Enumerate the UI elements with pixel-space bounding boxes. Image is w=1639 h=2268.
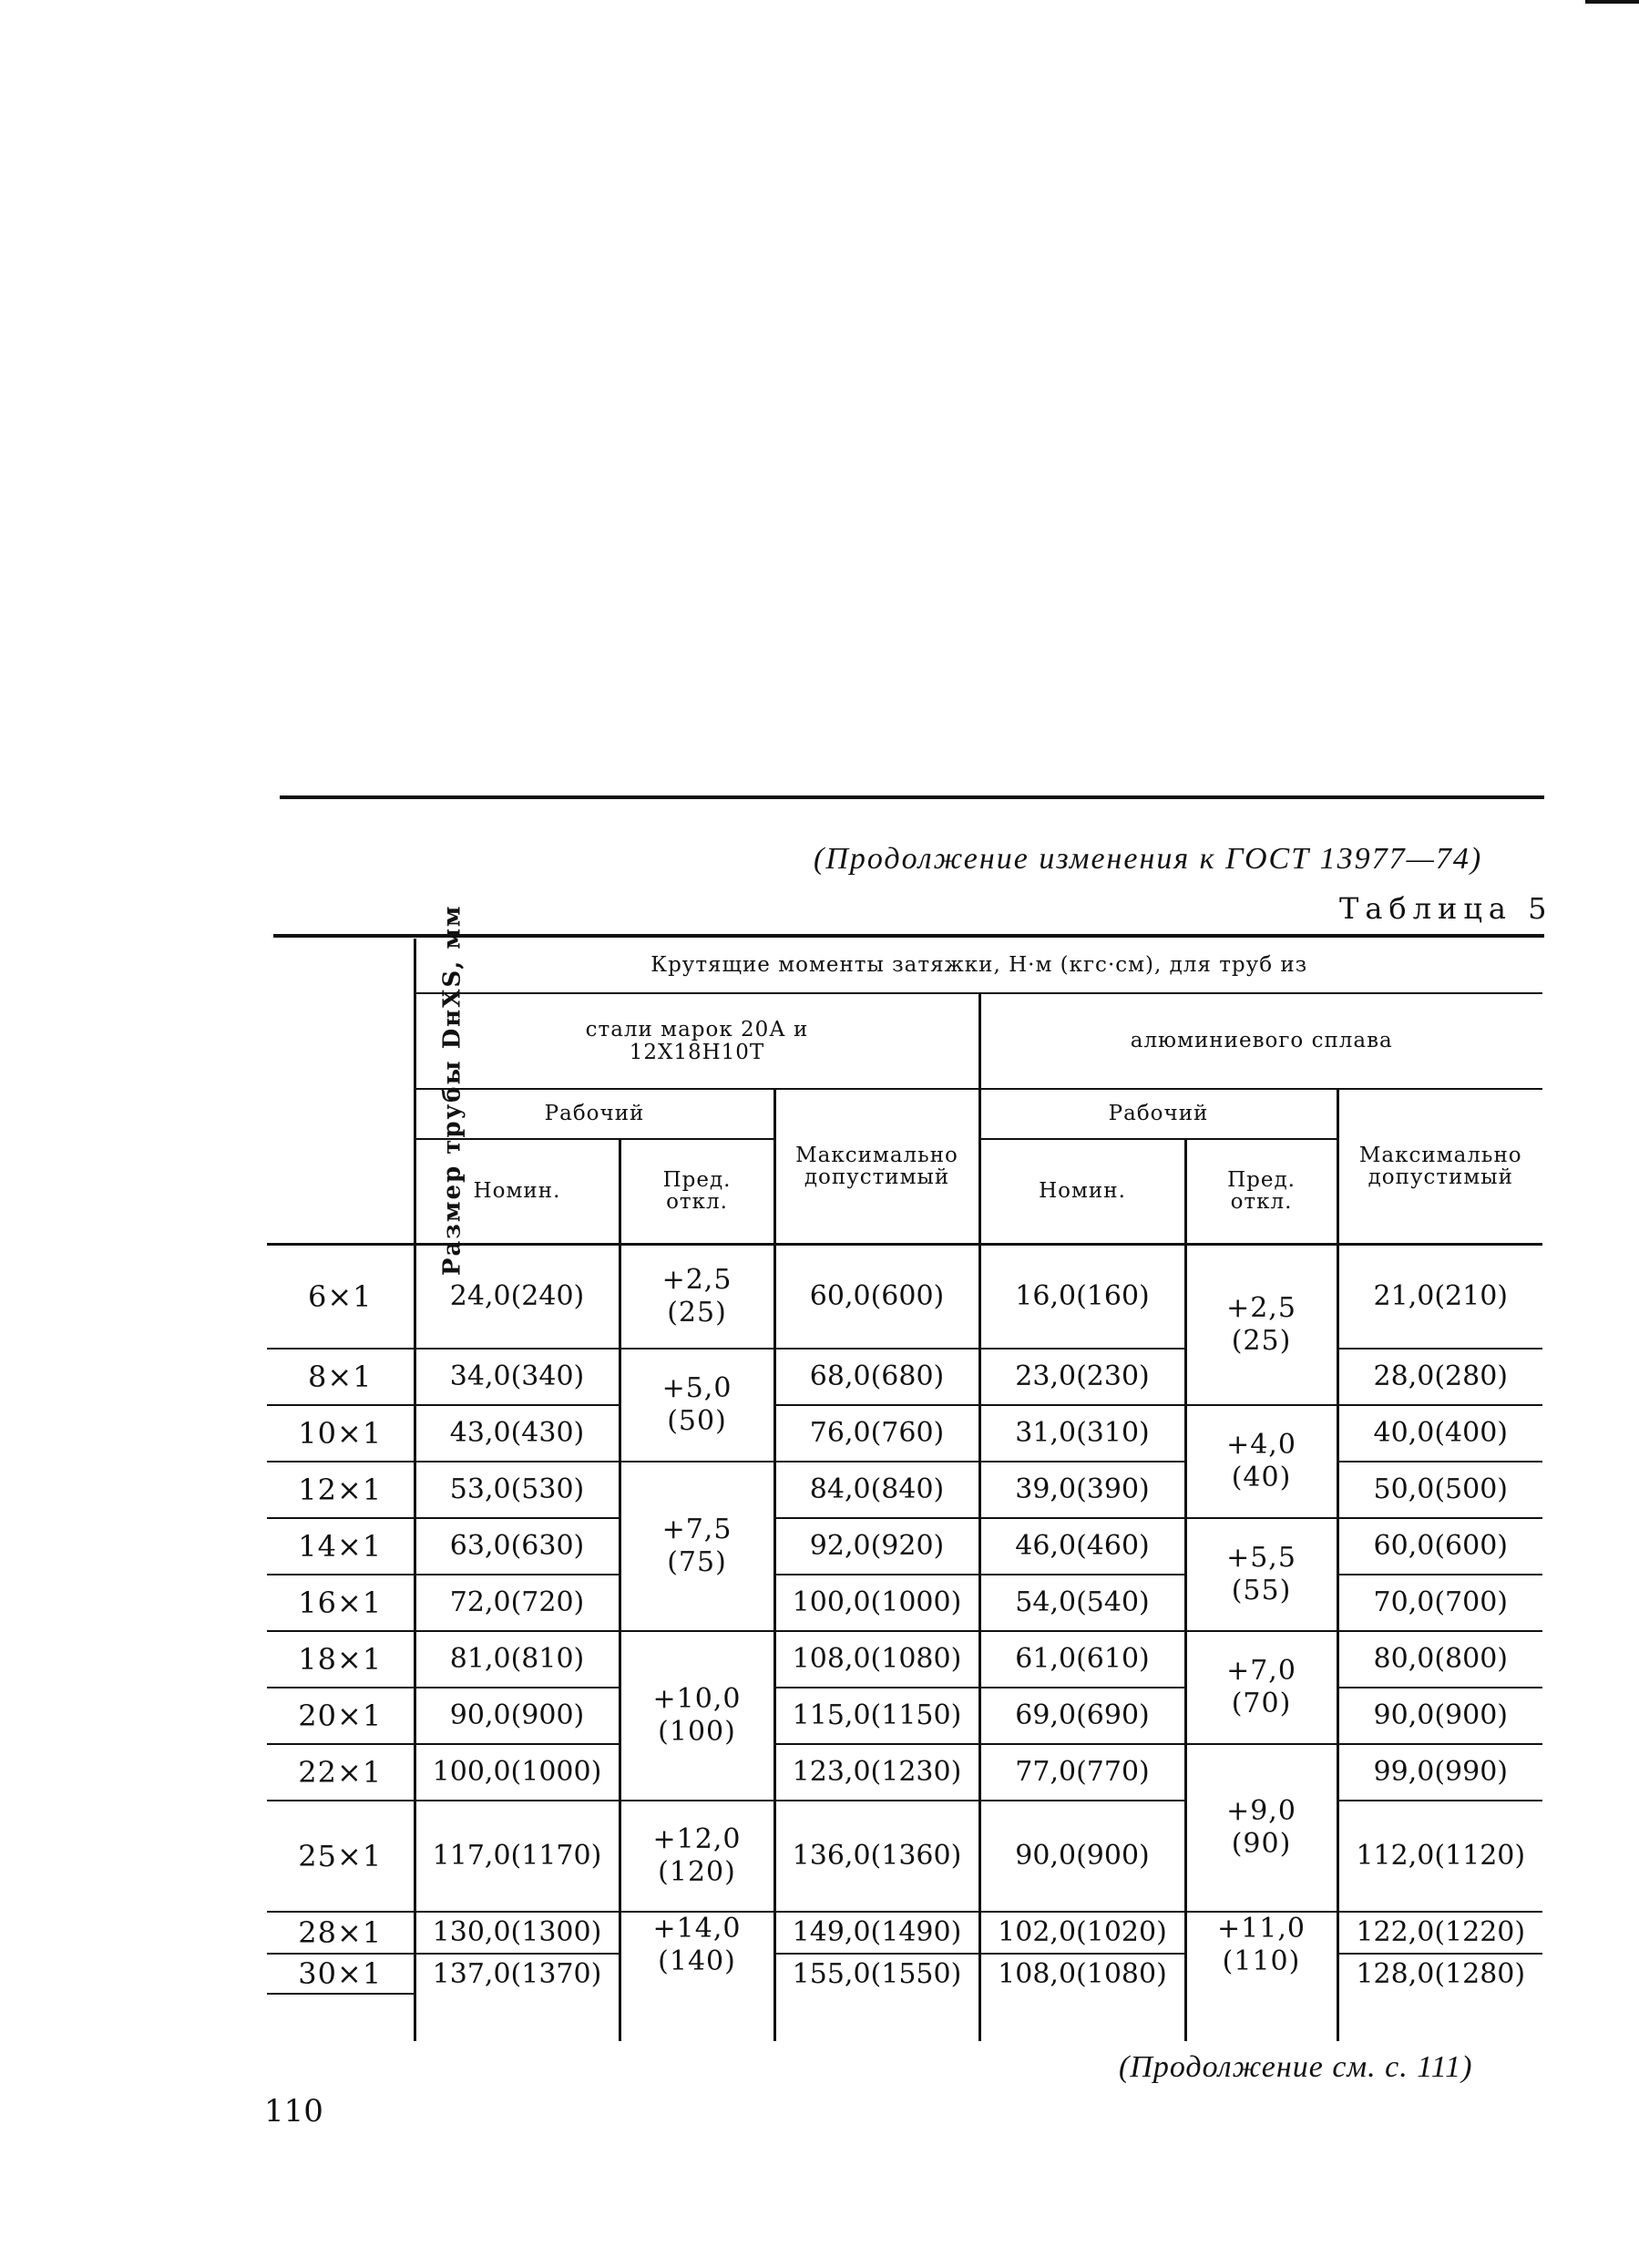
steel-tolerance-cell: +7,5 (75) xyxy=(620,1462,774,1631)
steel-tolerance-cell: +14,0 (140) xyxy=(620,1912,774,2041)
steel-tolerance-header: Пред. откл. xyxy=(620,1139,774,1244)
continuation-header: (Продолжение изменения к ГОСТ 13977—74) xyxy=(814,842,1483,876)
steel-max-cell: 76,0(760) xyxy=(774,1405,979,1462)
table-row xyxy=(267,1688,1542,1744)
size-cell: 18×1 xyxy=(267,1631,415,1688)
alum-tolerance-cell: +4,0 (40) xyxy=(1185,1405,1337,1518)
steel-tolerance-cell: +5,0 (50) xyxy=(620,1349,774,1462)
table-row xyxy=(267,1801,1542,1912)
alum-nominal-cell: 77,0(770) xyxy=(979,1744,1185,1801)
size-cell: 22×1 xyxy=(267,1744,415,1801)
size-column-header-text: Размер трубы DнXS, мм xyxy=(438,904,466,1277)
steel-working-header: Рабочий xyxy=(415,1089,774,1139)
steel-max-cell: 84,0(840) xyxy=(774,1462,979,1518)
size-column-header xyxy=(267,904,466,1277)
alum-max-cell: 28,0(280) xyxy=(1337,1349,1542,1405)
alum-nominal-cell: 46,0(460) xyxy=(979,1518,1185,1575)
steel-nominal-cell: 43,0(430) xyxy=(415,1405,620,1462)
steel-nominal-cell: 117,0(1170) xyxy=(415,1801,620,1912)
steel-max-cell: 155,0(1550) xyxy=(774,1954,979,1994)
steel-max-header: Максимально допустимый xyxy=(774,1089,979,1244)
steel-max-cell: 149,0(1490) xyxy=(774,1912,979,1954)
alum-max-cell: 112,0(1120) xyxy=(1337,1801,1542,1912)
steel-nominal-cell: 137,0(1370) xyxy=(415,1954,620,1994)
top-rule xyxy=(280,795,1544,799)
alum-tolerance-cell: +7,0 (70) xyxy=(1185,1631,1337,1744)
page-number: 110 xyxy=(264,2093,323,2129)
size-cell: 14×1 xyxy=(267,1518,415,1575)
alum-max-cell: 122,0(1220) xyxy=(1337,1912,1542,1954)
steel-max-cell: 136,0(1360) xyxy=(774,1801,979,1912)
steel-max-cell: 123,0(1230) xyxy=(774,1744,979,1801)
alum-tolerance-header: Пред. откл. xyxy=(1185,1139,1337,1244)
steel-max-cell: 68,0(680) xyxy=(774,1349,979,1405)
alum-tolerance-cell: +2,5 (25) xyxy=(1185,1244,1337,1405)
alum-nominal-header: Номин. xyxy=(979,1139,1185,1244)
size-cell: 25×1 xyxy=(267,1801,415,1912)
alum-header: алюминиевого сплава xyxy=(979,993,1542,1089)
alum-nominal-cell: 16,0(160) xyxy=(979,1244,1185,1349)
table-row xyxy=(267,1349,1542,1405)
alum-max-cell: 60,0(600) xyxy=(1337,1518,1542,1575)
alum-nominal-cell: 23,0(230) xyxy=(979,1349,1185,1405)
table-row xyxy=(267,1518,1542,1575)
alum-nominal-cell: 102,0(1020) xyxy=(979,1912,1185,1954)
steel-nominal-cell: 63,0(630) xyxy=(415,1518,620,1575)
steel-max-cell: 60,0(600) xyxy=(774,1244,979,1349)
table-row xyxy=(267,1744,1542,1801)
size-cell: 30×1 xyxy=(267,1954,415,1994)
alum-tolerance-cell: +5,5 (55) xyxy=(1185,1518,1337,1631)
continuation-footer: (Продолжение см. с. 111) xyxy=(1119,2050,1473,2084)
group-header: Крутящие моменты затяжки, Н·м (кгс·см), для труб из xyxy=(415,939,1542,993)
alum-max-cell: 70,0(700) xyxy=(1337,1575,1542,1631)
alum-nominal-cell: 69,0(690) xyxy=(979,1688,1185,1744)
steel-tolerance-cell: +10,0 (100) xyxy=(620,1631,774,1801)
steel-tolerance-cell: +12,0 (120) xyxy=(620,1801,774,1912)
steel-nominal-header: Номин. xyxy=(415,1139,620,1244)
table-row xyxy=(267,1912,1542,1954)
steel-nominal-cell: 130,0(1300) xyxy=(415,1912,620,1954)
steel-nominal-cell: 90,0(900) xyxy=(415,1688,620,1744)
alum-working-header: Рабочий xyxy=(979,1089,1337,1139)
steel-nominal-cell: 53,0(530) xyxy=(415,1462,620,1518)
alum-max-cell: 50,0(500) xyxy=(1337,1462,1542,1518)
size-cell: 8×1 xyxy=(267,1349,415,1405)
steel-nominal-cell: 100,0(1000) xyxy=(415,1744,620,1801)
alum-max-header: Максимально допустимый xyxy=(1337,1089,1542,1244)
alum-max-cell: 99,0(990) xyxy=(1337,1744,1542,1801)
steel-max-cell: 108,0(1080) xyxy=(774,1631,979,1688)
steel-nominal-cell: 72,0(720) xyxy=(415,1575,620,1631)
alum-max-cell: 128,0(1280) xyxy=(1337,1954,1542,1994)
alum-nominal-cell: 108,0(1080) xyxy=(979,1954,1185,1994)
steel-max-cell: 92,0(920) xyxy=(774,1518,979,1575)
size-cell: 28×1 xyxy=(267,1912,415,1954)
table-row xyxy=(267,1405,1542,1462)
steel-header: стали марок 20А и 12Х18Н10Т xyxy=(415,993,979,1089)
size-cell: 20×1 xyxy=(267,1688,415,1744)
table-row xyxy=(267,1631,1542,1688)
size-cell: 6×1 xyxy=(267,1244,415,1349)
steel-nominal-cell: 81,0(810) xyxy=(415,1631,620,1688)
steel-nominal-cell: 34,0(340) xyxy=(415,1349,620,1405)
alum-max-cell: 80,0(800) xyxy=(1337,1631,1542,1688)
size-cell: 16×1 xyxy=(267,1575,415,1631)
table-number: Таблица 5 xyxy=(1339,891,1553,926)
size-cell: 10×1 xyxy=(267,1405,415,1462)
alum-nominal-cell: 90,0(900) xyxy=(979,1801,1185,1912)
alum-max-cell: 21,0(210) xyxy=(1337,1244,1542,1349)
alum-nominal-cell: 39,0(390) xyxy=(979,1462,1185,1518)
steel-tolerance-cell: +2,5 (25) xyxy=(620,1244,774,1349)
table-row xyxy=(267,1954,1542,1994)
size-cell: 12×1 xyxy=(267,1462,415,1518)
alum-max-cell: 40,0(400) xyxy=(1337,1405,1542,1462)
alum-nominal-cell: 61,0(610) xyxy=(979,1631,1185,1688)
alum-tolerance-cell: +9,0 (90) xyxy=(1185,1744,1337,1912)
table-row xyxy=(267,1575,1542,1631)
alum-nominal-cell: 54,0(540) xyxy=(979,1575,1185,1631)
steel-max-cell: 115,0(1150) xyxy=(774,1688,979,1744)
steel-max-cell: 100,0(1000) xyxy=(774,1575,979,1631)
alum-max-cell: 90,0(900) xyxy=(1337,1688,1542,1744)
alum-nominal-cell: 31,0(310) xyxy=(979,1405,1185,1462)
steel-nominal-cell: 24,0(240) xyxy=(415,1244,620,1349)
alum-tolerance-cell: +11,0 (110) xyxy=(1185,1912,1337,2041)
table-row xyxy=(267,1462,1542,1518)
corner-mark xyxy=(1585,0,1639,4)
